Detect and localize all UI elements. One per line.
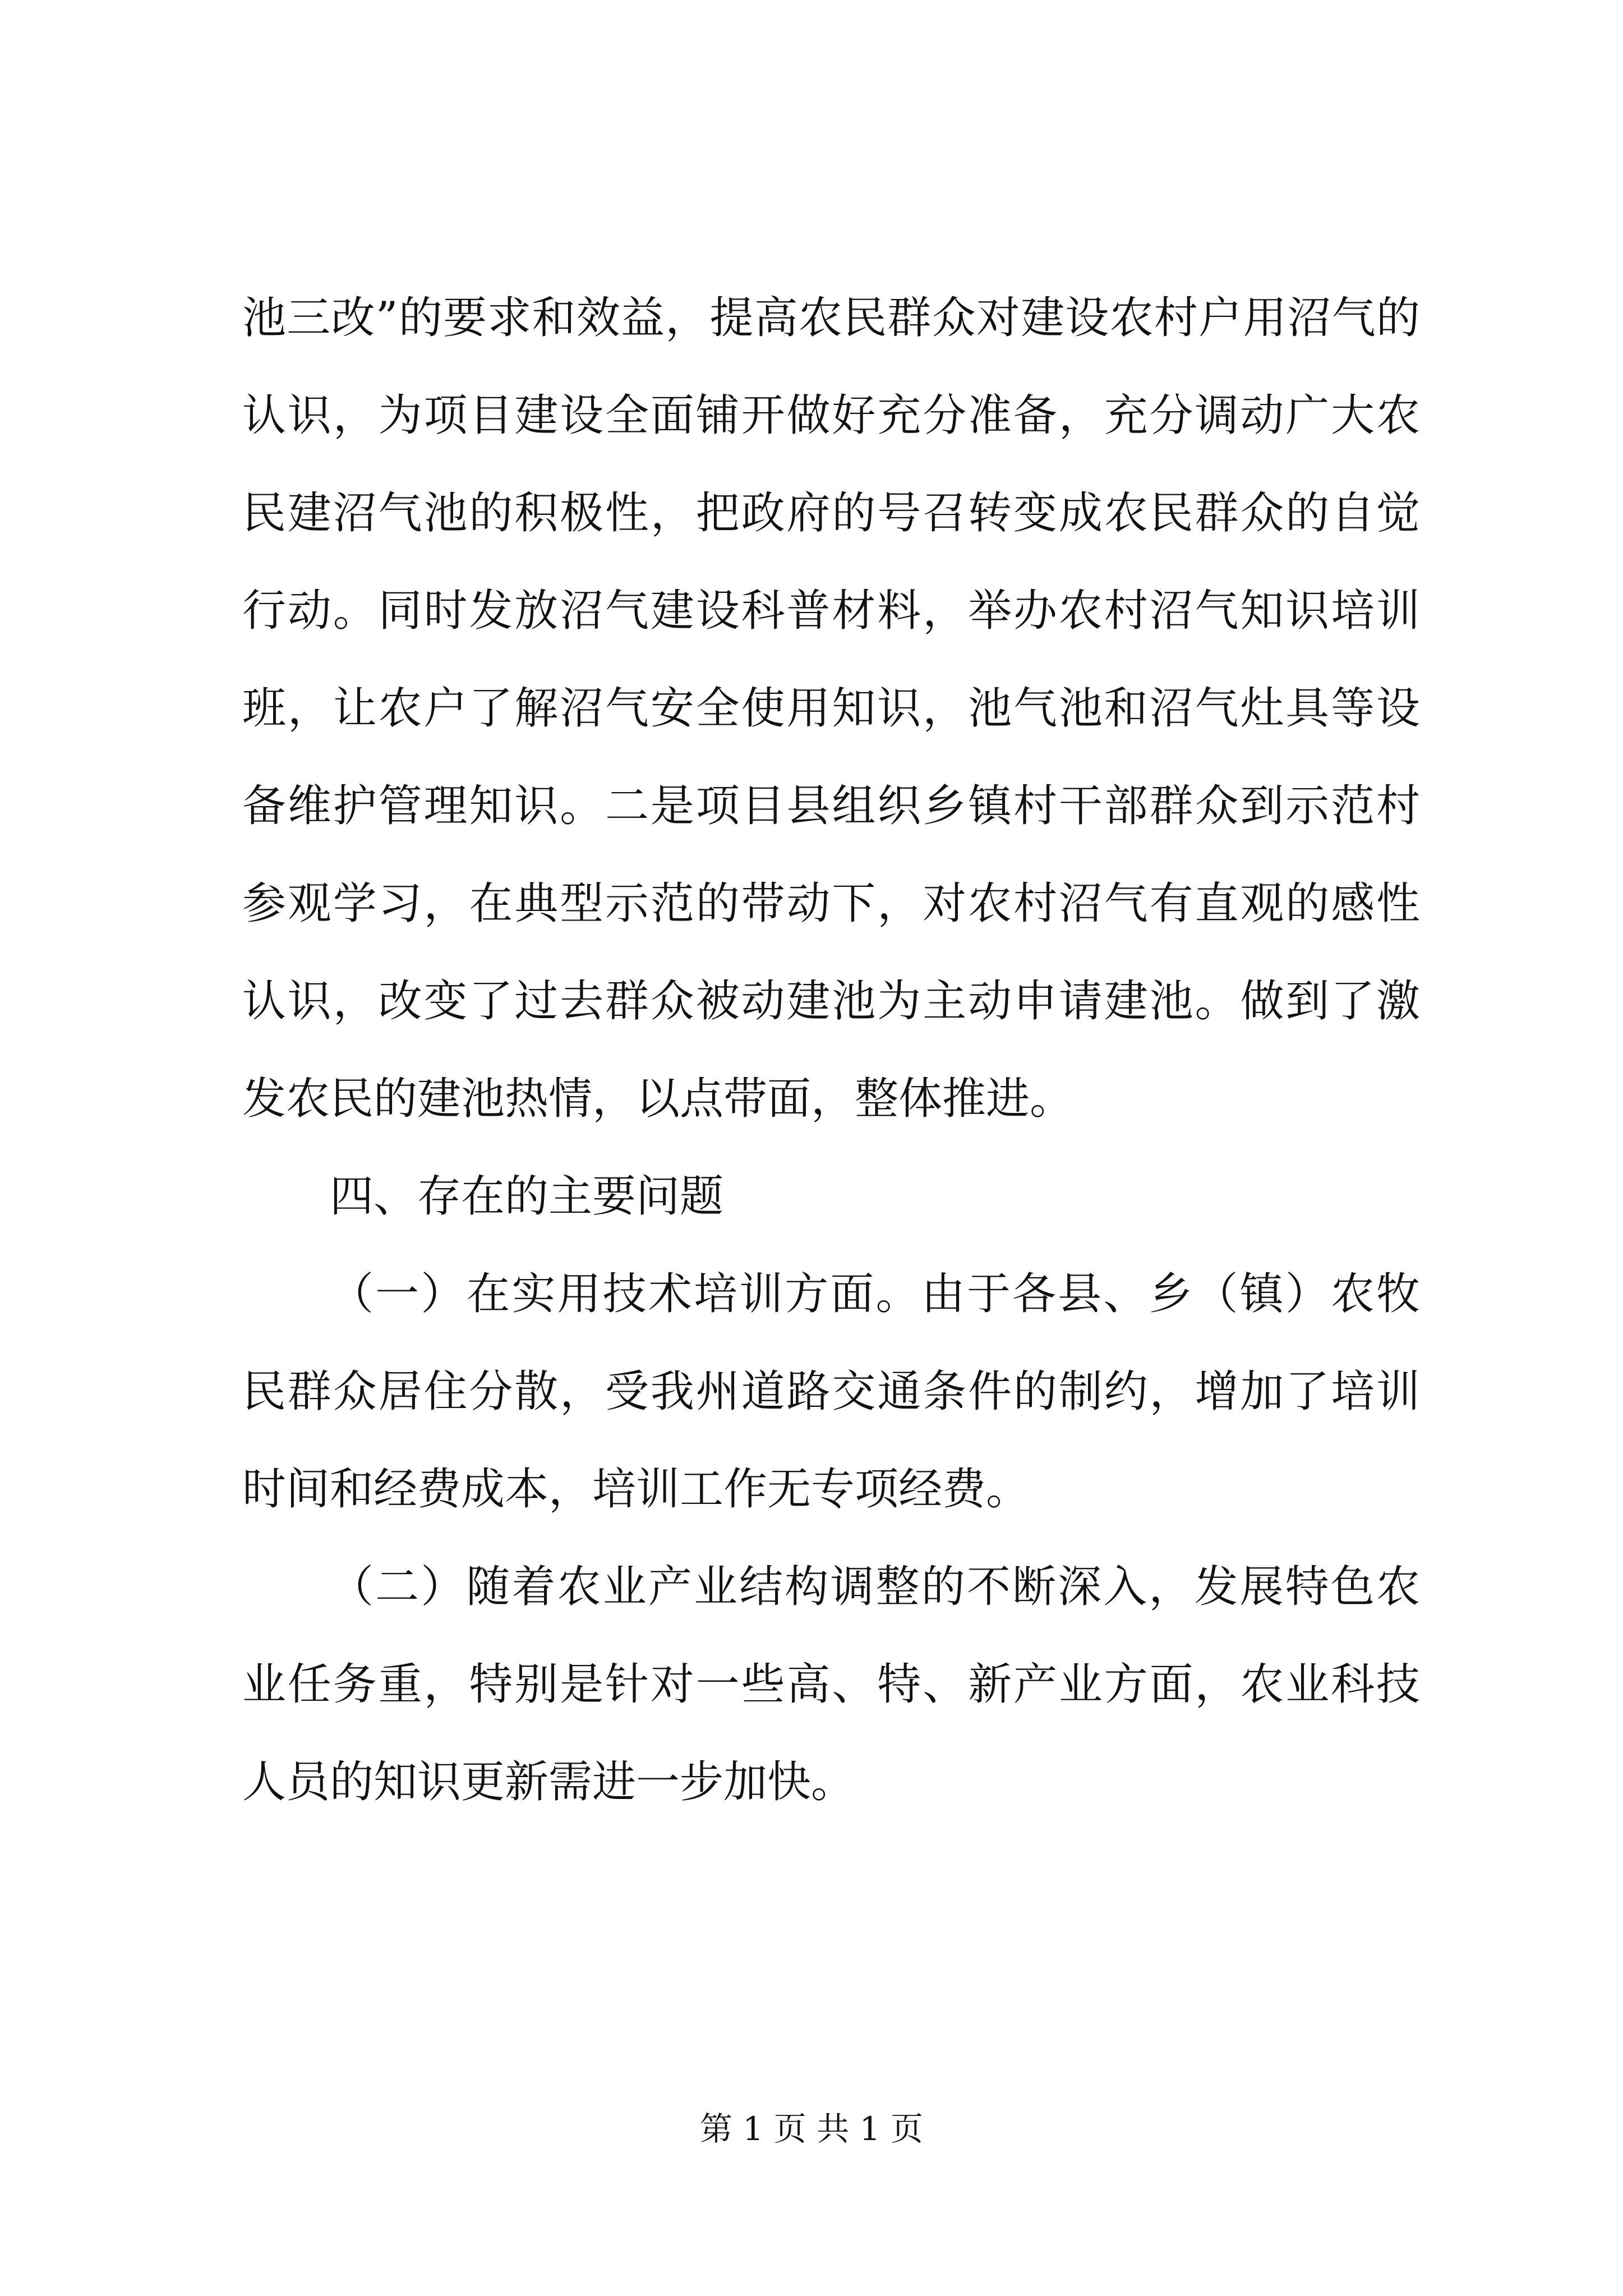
paragraph-issue-2: （二）随着农业产业结构调整的不断深入，发展特色农业任务重，特别是针对一些高、特、新产业方面，农业科技人员的知识更新需进一步加快。 [242, 1562, 1420, 1807]
page-footer: 第 1 页 共 1 页 [700, 2110, 923, 2148]
paragraph-continuation: 池三改”的要求和效益，提高农民群众对建设农村户用沼气的认识，为项目建设全面铺开做好充分准备，充分调动广大农民建沼气池的积极性，把政府的号召转变成农民群众的自觉行动。同时发放沼气建设科普材料，举办农村沼气知识培训班，让农户了解沼气安全使用知识，池气池和沼气灶具等设备维护管理知识。二是项目县组织乡镇村干部群众到示范村参观学习，在典型示范的带动下，对农村沼气有直观的感性认识，改变了过去群众被动建池为主动申请建池。做到了激发农民的建池热情，以点带面，整体推进。 [242, 293, 1420, 1124]
paragraph-issue-1: （一）在实用技术培训方面。由于各县、乡（镇）农牧民群众居住分散，受我州道路交通条件的制约，增加了培训时间和经费成本，培训工作无专项经费。 [242, 1269, 1420, 1515]
section-heading: 四、存在的主要问题 [330, 1171, 724, 1222]
document-body [242, 269, 1420, 1831]
